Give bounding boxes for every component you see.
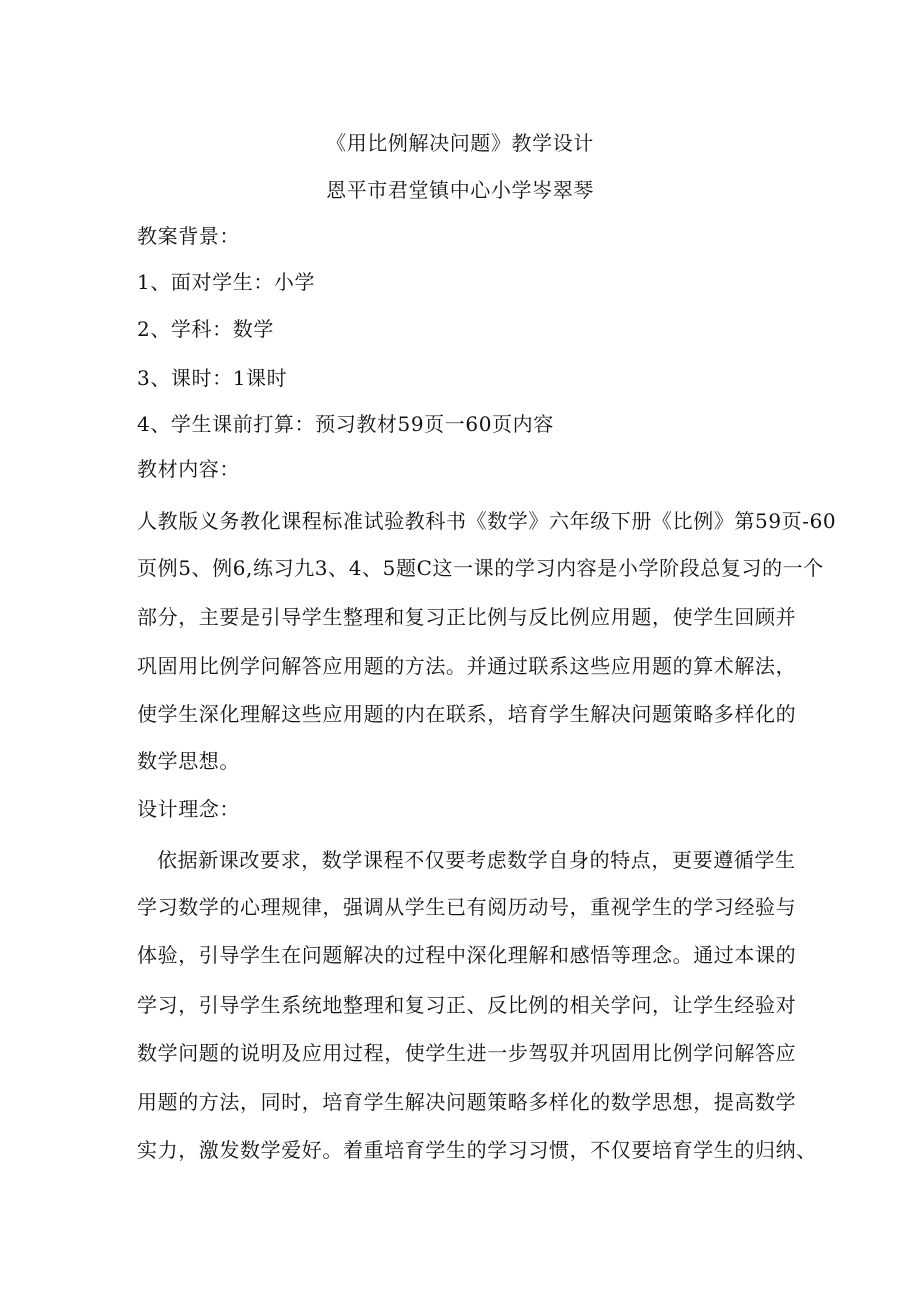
background-item: 2、学科：数学 (137, 317, 274, 341)
background-item: 3、课时：1课时 (137, 366, 288, 390)
background-item: 1、面对学生：小学 (137, 270, 316, 294)
author-line: 恩平市君堂镇中心小学岑翠琴 (326, 178, 594, 202)
design-paragraph-line: 体验，引导学生在问题解决的过程中深化理解和感悟等理念。通过本课的 (137, 943, 797, 967)
design-paragraph-line: 实力，激发数学爱好。着重培育学生的学习习惯，不仅要培育学生的归纳、 (137, 1138, 817, 1162)
design-paragraph-line: 用题的方法，同时，培育学生解决问题策略多样化的数学思想，提高数学 (137, 1090, 797, 1114)
content-paragraph-line: 页例5、例6,练习九3、4、5题C这一课的学习内容是小学阶段总复习的一个 (137, 556, 824, 580)
design-paragraph-line: 学习，引导学生系统地整理和复习正、反比例的相关学问，让学生经验对 (137, 993, 797, 1017)
design-heading: 设计理念： (137, 797, 240, 821)
design-paragraph-line: 数学问题的说明及应用过程，使学生进一步驾驭并巩固用比例学问解答应 (137, 1041, 797, 1065)
content-paragraph-line: 使学生深化理解这些应用题的内在联系，培育学生解决问题策略多样化的 (137, 702, 797, 726)
content-paragraph-line: 数学思想。 (137, 749, 240, 773)
background-item: 4、学生课前打算：预习教材59页一60页内容 (137, 412, 554, 436)
content-paragraph-line: 部分，主要是引导学生整理和复习正比例与反比例应用题，使学生回顾并 (137, 605, 797, 629)
content-paragraph-line: 巩固用比例学问解答应用题的方法。并通过联系这些应用题的算术解法， (137, 654, 797, 678)
document-title: 《用比例解决问题》教学设计 (326, 131, 594, 155)
content-heading: 教材内容： (137, 457, 240, 481)
design-paragraph-line: 学习数学的心理规律，强调从学生已有阅历动号，重视学生的学习经验与 (137, 895, 797, 919)
background-heading: 教案背景： (137, 224, 240, 248)
content-paragraph-line: 人教版义务教化课程标准试验教科书《数学》六年级下册《比例》第59页-60 (137, 509, 837, 533)
design-paragraph-line: 依据新课改要求，数学课程不仅要考虑数学自身的特点，更要遵循学生 (157, 848, 796, 872)
